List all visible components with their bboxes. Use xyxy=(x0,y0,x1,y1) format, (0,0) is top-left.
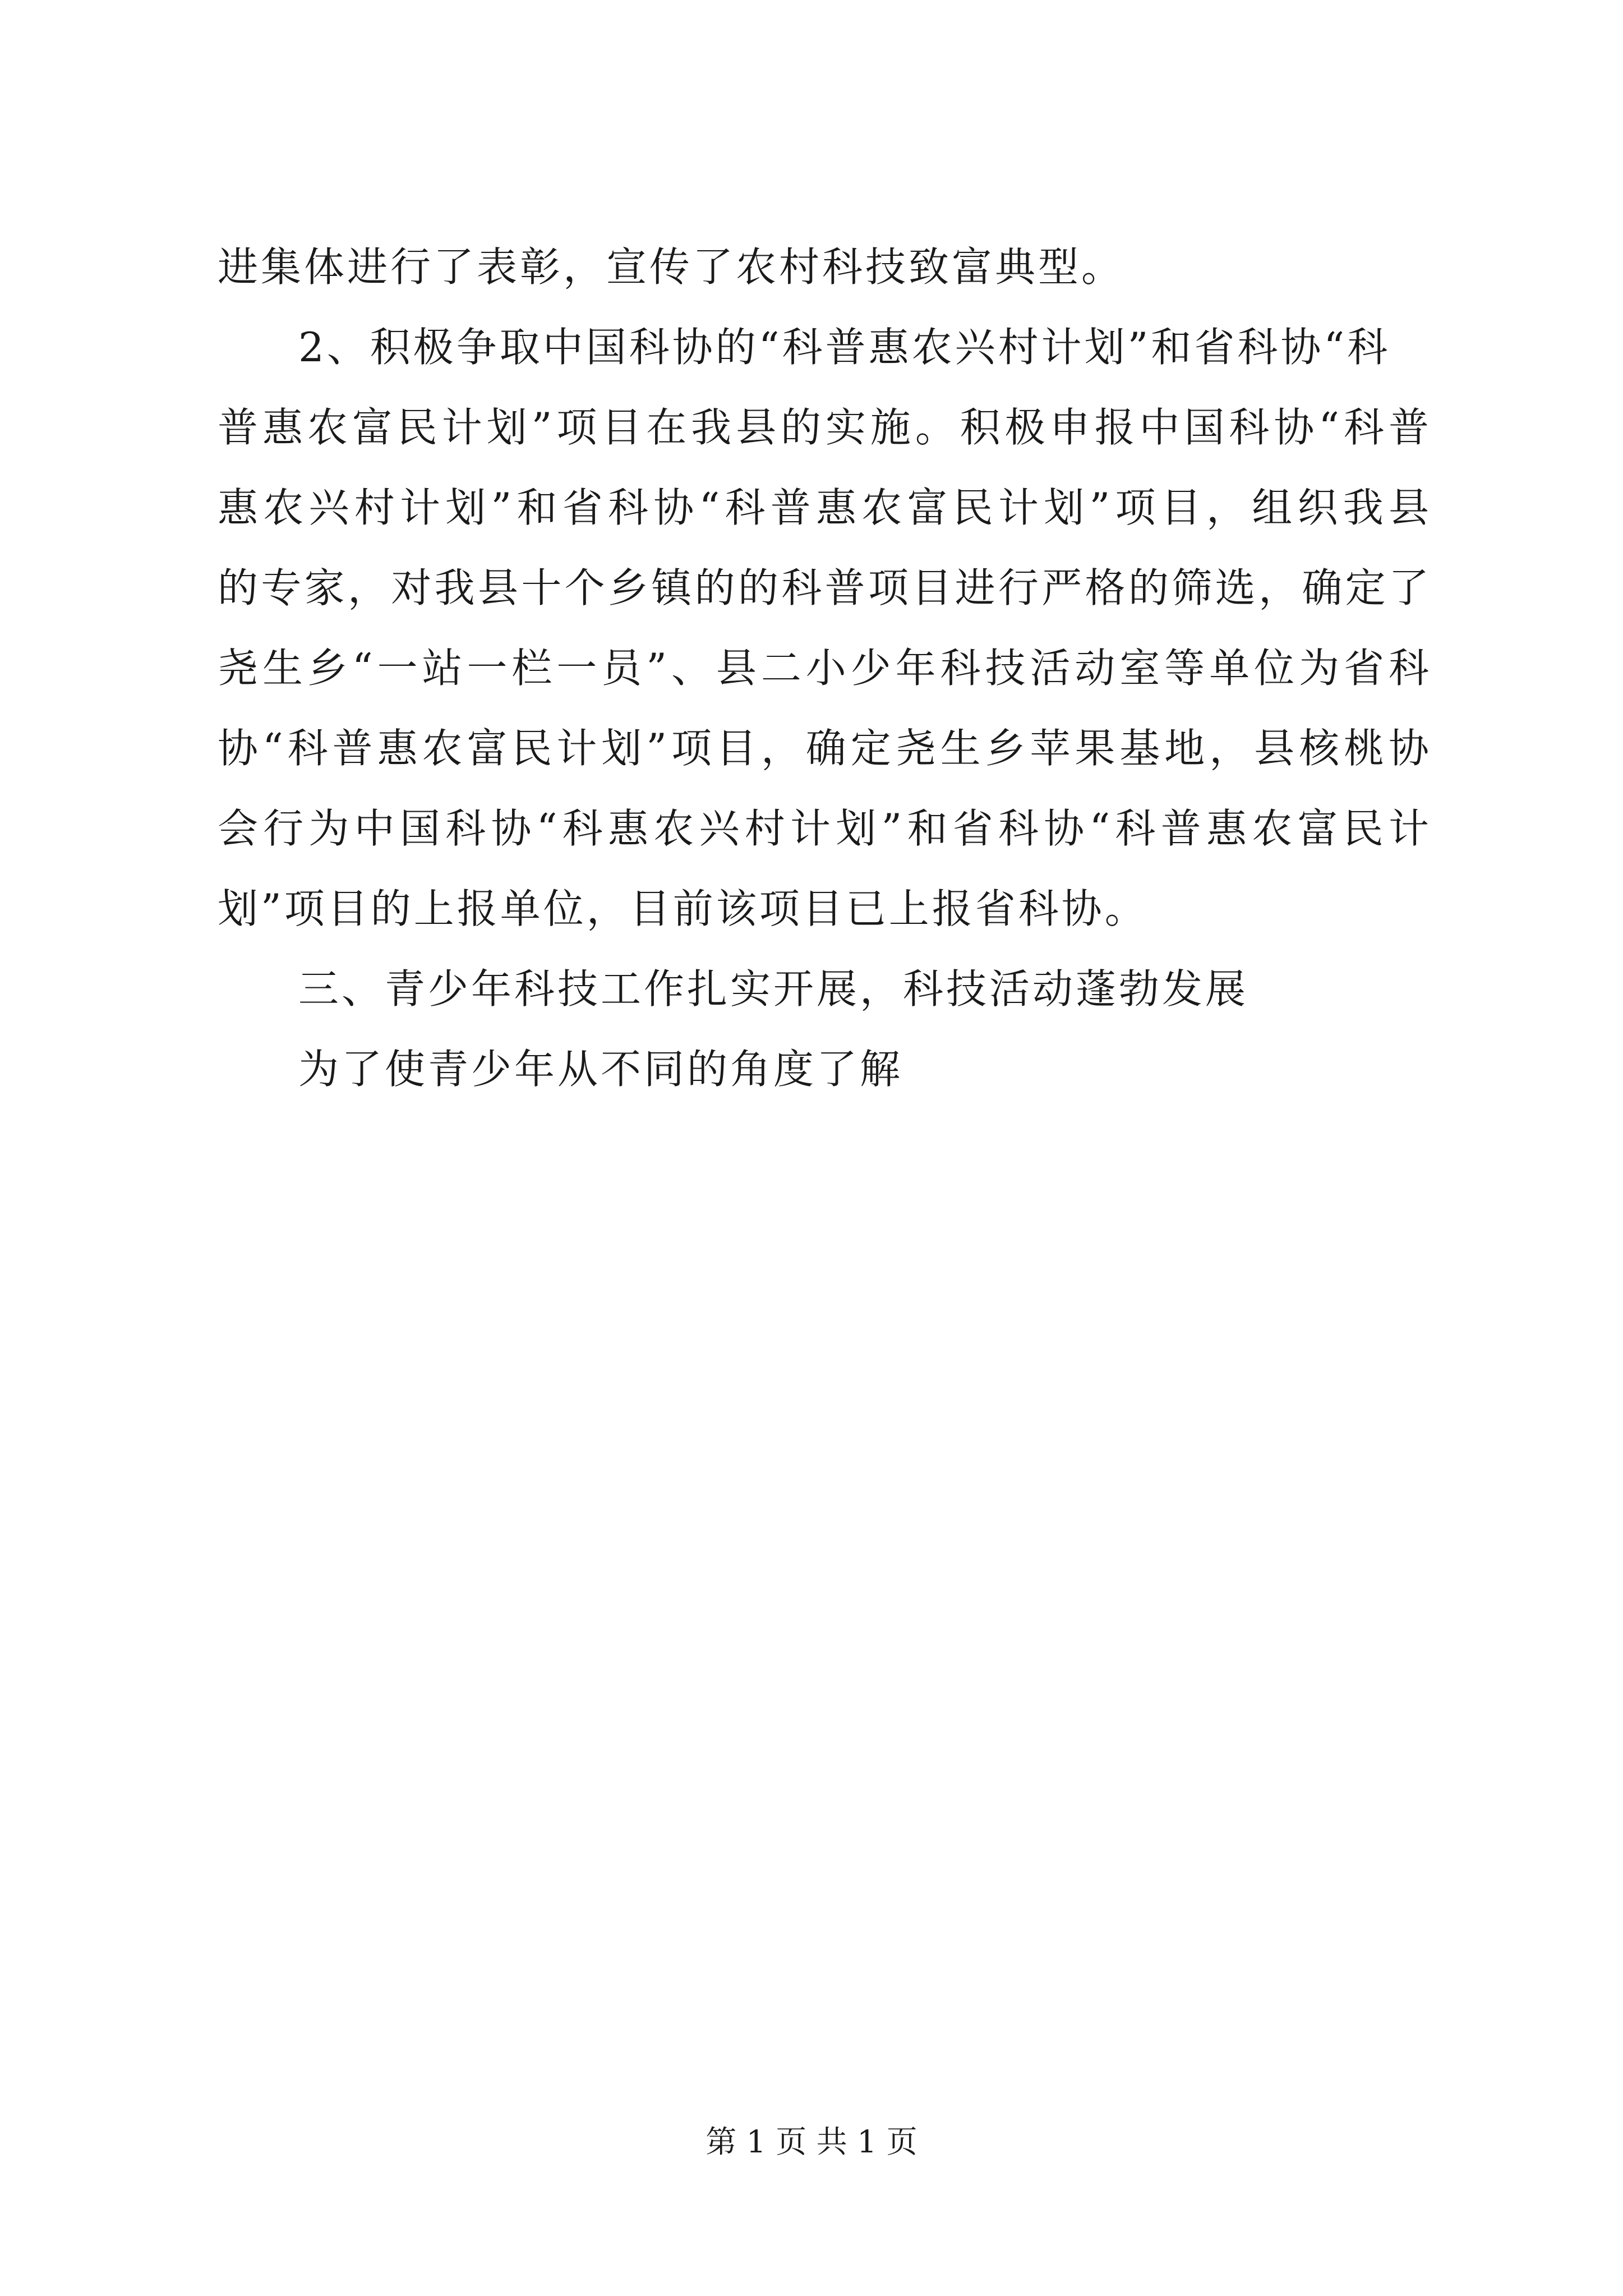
text-line-7: 协“科普惠农富民计划”项目，确定尧生乡苹果基地，县核桃协 xyxy=(218,725,1429,772)
section-heading: 三、青少年科技工作扎实开展，科技活动蓬勃发展 xyxy=(298,965,1249,1013)
text-line-3: 普惠农富民计划”项目在我县的实施。积极申报中国科协“科普 xyxy=(218,404,1429,451)
text-line-5: 的专家，对我县十个乡镇的的科普项目进行严格的筛选，确定了 xyxy=(218,564,1429,611)
text-line-8: 会行为中国科协“科惠农兴村计划”和省科协“科普惠农富民计 xyxy=(218,805,1429,852)
document-body xyxy=(218,227,1429,1110)
text-line-11: 为了使青少年从不同的角度了解 xyxy=(298,1046,903,1093)
text-line-1: 进集体进行了表彰，宣传了农村科技致富典型。 xyxy=(218,243,1125,291)
page-number-footer: 第 1 页 共 1 页 xyxy=(706,2124,917,2160)
text-line-4: 惠农兴村计划”和省科协“科普惠农富民计划”项目，组织我县 xyxy=(218,484,1429,531)
text-line-2: 2、积极争取中国科协的“科普惠农兴村计划”和省科协“科 xyxy=(298,324,1391,371)
text-line-6: 尧生乡“一站一栏一员”、县二小少年科技活动室等单位为省科 xyxy=(218,645,1429,692)
text-line-9: 划”项目的上报单位，目前该项目已上报省科协。 xyxy=(218,885,1148,932)
